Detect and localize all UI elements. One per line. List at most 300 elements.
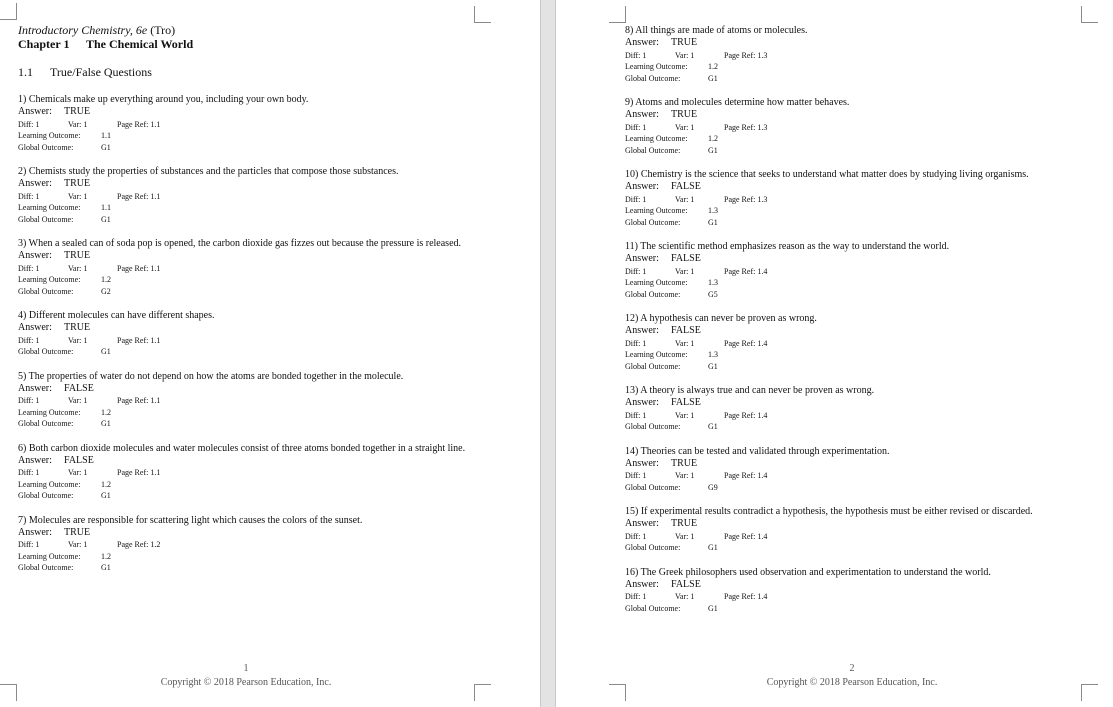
learning-outcome-value: 1.2 [708,134,718,143]
var-value: 1 [83,396,88,405]
page-ref-label: Page Ref: [724,410,756,420]
answer-line [625,181,1095,194]
answer-line [625,518,1095,531]
global-outcome-value: G1 [708,361,718,371]
page-ref-label: Page Ref: [724,471,756,480]
answer-line [18,106,488,119]
answer-label: Answer: [625,253,659,264]
difficulty-line [18,263,488,275]
global-outcome-value: G1 [101,563,111,572]
global-outcome-value: G5 [708,289,718,299]
var-value: 1 [690,122,695,132]
global-outcome-label: Global Outcome: [18,491,74,500]
question-number: 7) [18,514,27,526]
answer-label: Answer: [18,250,52,261]
global-outcome-line [625,361,1095,373]
var-label: Var: [68,263,82,273]
diff-label: Diff: [18,396,34,405]
answer-label: Answer: [625,37,659,48]
answer-value: TRUE [671,37,698,48]
question-item [625,566,1095,615]
question-text [625,240,1095,253]
learning-outcome-value: 1.3 [708,206,718,215]
page-ref-value: 1.1 [150,396,161,405]
answer-line [18,178,488,191]
question-item [625,445,1095,494]
question-item [18,442,488,502]
page-ref-value: 1.4 [757,338,768,348]
var-label: Var: [675,122,689,132]
answer-label: Answer: [18,454,52,466]
answer-value: TRUE [64,178,91,189]
question-item [625,384,1095,433]
diff-value: 1 [642,592,647,601]
copyright-footer: Copyright © 2018 Pearson Education, Inc. [160,677,332,688]
difficulty-line [18,539,488,551]
chapter-title: The Chemical World [86,37,194,51]
var-value: 1 [83,335,88,345]
learning-outcome-label: Learning Outcome: [18,551,81,561]
page-ref-label: Page Ref: [724,531,756,541]
question-number: 11) [625,241,638,252]
answer-value: TRUE [64,322,91,333]
page-ref-label: Page Ref: [117,335,149,345]
global-outcome-value: G2 [101,286,111,296]
var-label: Var: [675,338,689,348]
crop-mark-top-left [609,6,626,23]
var-value: 1 [690,194,695,204]
diff-label: Diff: [625,531,641,541]
page-ref-value: 1.1 [150,263,161,273]
question-number: 13) [625,385,639,396]
diff-label: Diff: [18,335,34,345]
page-ref-label: Page Ref: [724,50,756,60]
question-number: 8) [625,25,634,36]
question-statement: Chemists study the properties of substances and the particles that compose those substances. [28,166,399,177]
global-outcome-value: G1 [708,217,718,227]
var-value: 1 [83,468,88,477]
question-statement: A hypothesis can never be proven as wrong. [640,313,817,324]
question-text [18,165,488,178]
question-statement: Chemistry is the science that seeks to understand what matter does by studying living organisms. [640,169,1029,180]
global-outcome-line [18,286,488,298]
answer-label: Answer: [625,181,659,192]
answer-line [625,397,1095,410]
question-item [18,93,488,153]
var-label: Var: [68,119,82,129]
question-number: 16) [625,566,639,578]
global-outcome-label: Global Outcome: [18,214,74,224]
answer-value: FALSE [671,578,701,590]
page-ref-label: Page Ref: [724,122,756,132]
global-outcome-value: G1 [708,422,718,431]
page-ref-label: Page Ref: [724,194,756,204]
difficulty-line [18,191,488,203]
diff-value: 1 [642,338,647,348]
document-page-2 [556,0,1113,707]
answer-line [18,250,488,263]
diff-label: Diff: [625,410,641,420]
question-statement: The Greek philosophers used observation and experimentation to understand the world. [640,566,991,578]
var-label: Var: [675,531,689,541]
page-ref-value: 1.1 [150,468,161,477]
page-ref-value: 1.1 [150,335,161,345]
var-label: Var: [675,266,689,276]
global-outcome-value: G1 [708,73,718,83]
global-outcome-label: Global Outcome: [18,419,74,428]
page-ref-value: 1.3 [757,194,768,204]
difficulty-line [18,467,488,479]
document-page-1 [0,0,540,707]
learning-outcome-value: 1.2 [101,479,111,489]
diff-label: Diff: [625,50,641,60]
diff-value: 1 [642,194,647,204]
answer-label: Answer: [625,578,659,590]
book-title-italic: Introductory Chemistry, 6e [18,23,148,37]
answer-line [18,527,488,540]
global-outcome-label: Global Outcome: [625,482,681,492]
answer-line [18,322,488,335]
question-list [18,93,488,574]
diff-value: 1 [35,119,40,129]
page-ref-label: Page Ref: [117,119,149,129]
global-outcome-value: G1 [708,145,718,155]
book-title [18,23,488,37]
var-value: 1 [690,531,695,541]
answer-label: Answer: [625,518,659,529]
difficulty-line [625,470,1095,482]
difficulty-line [625,410,1095,422]
diff-label: Diff: [18,191,34,201]
var-value: 1 [83,191,88,201]
global-outcome-value: G1 [708,543,718,552]
section-number: 1.1 [18,65,33,79]
global-outcome-value: G9 [708,482,718,492]
answer-line [625,253,1095,266]
var-value: 1 [690,410,695,420]
answer-line [625,458,1095,471]
var-value: 1 [83,540,88,549]
question-item [18,514,488,574]
diff-value: 1 [35,263,40,273]
var-label: Var: [68,335,82,345]
question-statement: Chemicals make up everything around you, including your own body. [28,94,309,105]
global-outcome-label: Global Outcome: [625,73,681,83]
question-item [18,309,488,358]
answer-value: FALSE [671,253,701,264]
page-number: 1 [243,663,249,674]
global-outcome-label: Global Outcome: [18,347,74,356]
learning-outcome-label: Learning Outcome: [625,62,688,71]
page-2-content [625,24,1095,614]
question-statement: Different molecules can have different shapes. [28,310,215,321]
diff-label: Diff: [18,119,34,129]
page-ref-label: Page Ref: [117,263,149,273]
global-outcome-label: Global Outcome: [18,563,74,572]
learning-outcome-value: 1.2 [101,407,111,417]
page-ref-label: Page Ref: [117,540,149,549]
learning-outcome-value: 1.2 [101,275,111,284]
global-outcome-label: Global Outcome: [625,603,681,613]
diff-value: 1 [35,396,40,405]
question-text [625,445,1095,458]
page-gutter [540,0,556,707]
answer-label: Answer: [18,178,52,189]
diff-label: Diff: [625,471,641,480]
question-item [625,240,1095,300]
question-text [18,237,488,250]
page-ref-value: 1.4 [757,266,768,276]
global-outcome-line [625,421,1095,433]
answer-value: TRUE [671,457,698,469]
question-number: 10) [625,169,639,180]
diff-label: Diff: [625,194,641,204]
question-item [625,96,1095,156]
page-ref-label: Page Ref: [117,396,149,405]
answer-value: TRUE [64,250,91,261]
learning-outcome-line [18,407,488,419]
question-item [625,505,1095,554]
question-statement: Theories can be tested and validated through experimentation. [640,445,890,457]
var-value: 1 [690,471,695,480]
question-item [625,312,1095,372]
crop-mark-top-right [474,6,491,23]
question-text [625,312,1095,325]
section-title: True/False Questions [50,65,152,79]
var-label: Var: [675,194,689,204]
learning-outcome-label: Learning Outcome: [18,131,81,140]
global-outcome-line [625,145,1095,157]
page-ref-value: 1.2 [150,540,161,549]
learning-outcome-value: 1.3 [708,350,718,359]
page-ref-label: Page Ref: [117,468,149,477]
answer-label: Answer: [18,382,52,394]
diff-label: Diff: [625,266,641,276]
learning-outcome-label: Learning Outcome: [18,407,81,417]
answer-line [625,109,1095,122]
var-label: Var: [675,592,689,601]
learning-outcome-line [18,479,488,491]
learning-outcome-line [625,133,1095,145]
global-outcome-value: G1 [101,214,111,224]
question-number: 15) [625,506,639,517]
difficulty-line [625,591,1095,603]
question-text [625,96,1095,109]
global-outcome-line [18,490,488,502]
global-outcome-label: Global Outcome: [625,289,681,299]
answer-value: TRUE [64,106,91,117]
page-1-content [18,23,488,574]
diff-value: 1 [642,531,647,541]
answer-value: TRUE [64,526,91,538]
global-outcome-label: Global Outcome: [18,286,74,296]
learning-outcome-line [625,61,1095,73]
learning-outcome-line [18,130,488,142]
page-ref-value: 1.4 [757,531,768,541]
answer-line [18,455,488,468]
answer-line [625,325,1095,338]
difficulty-line [625,266,1095,278]
learning-outcome-line [18,202,488,214]
var-label: Var: [68,540,82,549]
learning-outcome-line [625,349,1095,361]
global-outcome-label: Global Outcome: [625,217,681,227]
page-number: 2 [849,663,855,674]
global-outcome-label: Global Outcome: [625,145,681,155]
global-outcome-line [18,214,488,226]
var-label: Var: [675,50,689,60]
question-statement: All things are made of atoms or molecules. [635,25,808,36]
answer-line [18,383,488,396]
crop-mark-top-right [1081,6,1098,23]
answer-value: FALSE [671,181,701,192]
global-outcome-line [625,73,1095,85]
answer-line [625,37,1095,50]
answer-label: Answer: [625,457,659,469]
var-label: Var: [675,410,689,420]
question-number: 9) [625,97,634,108]
question-statement: The scientific method emphasizes reason as the way to understand the world. [640,241,950,252]
diff-label: Diff: [18,263,34,273]
answer-label: Answer: [625,397,659,408]
var-value: 1 [83,119,88,129]
answer-value: FALSE [671,325,701,336]
diff-value: 1 [642,410,647,420]
page-ref-label: Page Ref: [724,266,756,276]
global-outcome-label: Global Outcome: [625,361,681,371]
page-ref-value: 1.1 [150,191,161,201]
answer-label: Answer: [18,322,52,333]
question-item [18,237,488,297]
page-ref-label: Page Ref: [724,338,756,348]
diff-value: 1 [642,266,647,276]
learning-outcome-line [625,205,1095,217]
question-number: 12) [625,313,639,324]
question-number: 5) [18,370,27,382]
question-statement: If experimental results contradict a hypothesis, the hypothesis must be either revised or discarded. [640,506,1033,517]
question-text [18,93,488,106]
global-outcome-line [18,418,488,430]
question-text [625,505,1095,518]
question-text [625,24,1095,37]
page-ref-label: Page Ref: [117,191,149,201]
diff-value: 1 [35,468,40,477]
learning-outcome-line [18,551,488,563]
global-outcome-label: Global Outcome: [625,543,681,552]
question-text [625,168,1095,181]
answer-label: Answer: [18,106,52,117]
diff-label: Diff: [18,540,34,549]
question-item [625,168,1095,228]
question-text [18,442,488,455]
learning-outcome-label: Learning Outcome: [18,275,81,284]
answer-value: TRUE [671,109,698,120]
question-number: 3) [18,238,27,249]
var-value: 1 [690,50,695,60]
page-ref-value: 1.4 [757,592,768,601]
page-ref-value: 1.3 [757,122,768,132]
question-statement: Molecules are responsible for scattering light which causes the colors of the sunset. [28,514,363,526]
question-text [18,370,488,383]
question-text [18,309,488,322]
learning-outcome-value: 1.2 [101,551,111,561]
question-text [18,514,488,527]
difficulty-line [18,119,488,131]
question-statement: The properties of water do not depend on how the atoms are bonded together in the molecule. [28,370,404,382]
difficulty-line [625,531,1095,543]
answer-value: FALSE [671,397,701,408]
question-item [625,24,1095,84]
global-outcome-line [625,603,1095,615]
var-value: 1 [690,266,695,276]
question-statement: Atoms and molecules determine how matter behaves. [635,97,850,108]
learning-outcome-label: Learning Outcome: [625,278,688,287]
section-heading [18,65,488,80]
var-label: Var: [68,396,82,405]
learning-outcome-label: Learning Outcome: [625,350,688,359]
diff-value: 1 [35,335,40,345]
chapter-heading [18,37,488,52]
global-outcome-value: G1 [101,142,111,152]
question-text [625,384,1095,397]
book-title-author: (Tro) [147,23,176,37]
var-value: 1 [83,263,88,273]
difficulty-line [18,395,488,407]
question-number: 1) [18,94,27,105]
page-ref-label: Page Ref: [724,592,756,601]
global-outcome-value: G1 [101,347,111,356]
global-outcome-line [18,346,488,358]
learning-outcome-value: 1.1 [101,131,111,140]
var-label: Var: [68,468,82,477]
var-value: 1 [690,592,695,601]
global-outcome-label: Global Outcome: [18,142,74,152]
question-item [18,165,488,225]
question-statement: When a sealed can of soda pop is opened, the carbon dioxide gas fizzes out because the pressure is released. [28,238,462,249]
global-outcome-line [625,482,1095,494]
global-outcome-line [18,562,488,574]
question-statement: A theory is always true and can never be proven as wrong. [640,385,875,396]
diff-value: 1 [642,122,647,132]
answer-value: FALSE [64,454,94,466]
learning-outcome-value: 1.3 [708,278,718,287]
question-number: 6) [18,442,27,454]
difficulty-line [625,338,1095,350]
diff-value: 1 [35,540,40,549]
diff-value: 1 [642,50,647,60]
var-label: Var: [675,471,689,480]
question-text [625,566,1095,579]
global-outcome-value: G1 [101,491,111,500]
page-ref-value: 1.4 [757,471,768,480]
learning-outcome-label: Learning Outcome: [625,134,688,143]
diff-label: Diff: [625,592,641,601]
learning-outcome-value: 1.2 [708,62,718,71]
global-outcome-line [625,217,1095,229]
learning-outcome-line [625,277,1095,289]
diff-value: 1 [642,471,647,480]
var-value: 1 [690,338,695,348]
question-number: 2) [18,166,27,177]
learning-outcome-label: Learning Outcome: [18,479,81,489]
global-outcome-line [18,142,488,154]
answer-line [625,579,1095,592]
crop-mark-top-left [0,3,17,20]
global-outcome-line [625,542,1095,554]
diff-label: Diff: [625,338,641,348]
question-statement: Both carbon dioxide molecules and water molecules consist of three atoms bonded together in a straight line. [28,442,466,454]
answer-label: Answer: [625,109,659,120]
